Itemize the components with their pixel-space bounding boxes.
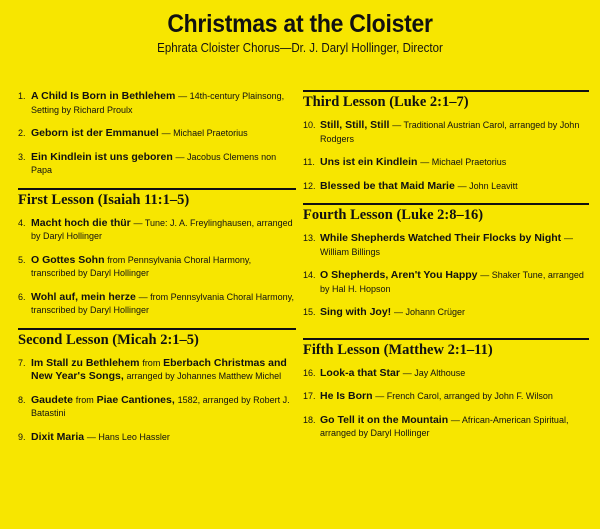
- track-number: 14.: [303, 270, 316, 280]
- track-number: 6.: [18, 291, 26, 302]
- track-connector: from: [75, 394, 94, 405]
- track-title: Ein Kindlein ist uns geboren: [31, 150, 173, 163]
- track-title: Dixit Maria: [31, 430, 85, 443]
- track-12: [303, 180, 589, 194]
- track-credit: — John Leavitt: [457, 180, 518, 191]
- track-number: 17.: [303, 391, 316, 401]
- track-10: [303, 119, 589, 146]
- track-9: [18, 431, 296, 445]
- track-number: 13.: [303, 233, 316, 243]
- track-14: [303, 269, 589, 296]
- track-number: 18.: [303, 414, 316, 425]
- track-number: 11.: [303, 157, 315, 167]
- track-title: Macht hoch die thür: [31, 216, 131, 229]
- track-credit: 1582, arranged by Robert J. Batastini: [31, 394, 290, 418]
- track-credit: — William Billings: [320, 233, 573, 257]
- track-number: 1.: [18, 91, 26, 101]
- lesson-heading-fourth: Fourth Lesson (Luke 2:8–16): [303, 203, 589, 224]
- track-title: Still, Still, Still: [320, 119, 390, 131]
- track-credit: arranged by Johannes Matthew Michel: [126, 371, 282, 381]
- track-credit: — Tune: J. A. Freylinghausen, arranged by Daryl Hollinger: [31, 217, 293, 241]
- header: [0, 10, 600, 55]
- lesson-heading-first: First Lesson (Isaiah 11:1–5): [18, 188, 296, 209]
- track-credit: — Jay Althouse: [402, 367, 466, 378]
- track-credit: — Michael Praetorius: [420, 157, 507, 167]
- track-3: [18, 151, 296, 178]
- left-column: [18, 90, 296, 454]
- track-number: 2.: [18, 128, 26, 138]
- track-number: 3.: [18, 151, 26, 162]
- track-credit: — Traditional Austrian Carol, arranged by John Rodgers: [320, 120, 580, 144]
- lesson-heading-fifth: Fifth Lesson (Matthew 2:1–11): [303, 338, 589, 359]
- album-title: Christmas at the Cloister: [167, 10, 433, 38]
- track-credit: — Jacobus Clemens non Papa: [31, 151, 277, 175]
- track-11: [303, 156, 589, 170]
- track-credit: — from Pennsylvania Choral Harmony, transcribed by Daryl Hollinger: [31, 291, 294, 315]
- track-title: Blessed be that Maid Marie: [320, 179, 455, 192]
- track-number: 10.: [303, 120, 316, 130]
- track-title: O Gottes Sohn: [31, 253, 105, 266]
- track-number: 4.: [18, 217, 26, 228]
- track-18: [303, 414, 589, 441]
- right-column: [303, 90, 589, 451]
- track-credit: from Pennsylvania Choral Harmony,: [107, 254, 252, 265]
- track-number: 7.: [18, 357, 26, 368]
- track-7: [18, 357, 296, 384]
- track-credit-line2: transcribed by Daryl Hollinger: [31, 268, 150, 278]
- track-6: [18, 291, 296, 318]
- track-title: Geborn ist der Emmanuel: [31, 127, 159, 139]
- track-title: Wohl auf, mein herze: [31, 290, 136, 303]
- track-credit: — French Carol, arranged by John F. Wilson: [375, 391, 553, 401]
- track-4: [18, 217, 296, 244]
- track-17: [303, 390, 589, 404]
- track-title: A Child Is Born in Bethlehem: [31, 90, 176, 102]
- track-title: He Is Born: [320, 390, 373, 402]
- track-number: 12.: [303, 180, 316, 191]
- track-title: Go Tell it on the Mountain: [320, 413, 449, 426]
- track-15: [303, 306, 589, 320]
- track-number: 5.: [18, 254, 26, 265]
- track-16: [303, 367, 589, 381]
- track-credit: — Johann Crüger: [393, 307, 465, 317]
- track-13: [303, 232, 589, 259]
- track-credit: — Hans Leo Hassler: [86, 431, 170, 442]
- track-number: 9.: [18, 431, 26, 442]
- lesson-heading-second: Second Lesson (Micah 2:1–5): [18, 328, 296, 349]
- track-credit: — Shaker Tune, arranged by Hal H. Hopson: [320, 270, 584, 294]
- track-title: Gaudete: [31, 393, 74, 406]
- track-title: O Shepherds, Aren't You Happy: [320, 269, 478, 281]
- track-title: Uns ist ein Kindlein: [320, 156, 418, 168]
- lesson-heading-third: Third Lesson (Luke 2:1–7): [303, 90, 589, 111]
- track-2: [18, 127, 296, 141]
- track-title: Sing with Joy!: [320, 306, 392, 318]
- track-credit: — 14th-century Plainsong, Setting by Richard Proulx: [31, 91, 285, 115]
- track-credit: — Michael Praetorius: [161, 128, 248, 138]
- track-number: 8.: [18, 394, 26, 405]
- track-credit: — African-American Spiritual, arranged by Daryl Hollinger: [320, 414, 569, 438]
- track-title: Im Stall zu Bethlehem: [31, 356, 140, 369]
- track-8: [18, 394, 296, 421]
- track-number: 16.: [303, 367, 316, 378]
- track-source: Piae Cantiones,: [96, 393, 175, 406]
- track-connector: from: [142, 357, 161, 368]
- track-title: Look-a that Star: [320, 366, 400, 379]
- album-subtitle: Ephrata Cloister Chorus—Dr. J. Daryl Hollinger, Director: [157, 41, 443, 55]
- track-source: Eberbach Christmas and New Year's Songs,: [31, 356, 287, 382]
- track-5: [18, 254, 296, 281]
- track-1: [18, 90, 296, 117]
- track-number: 15.: [303, 307, 316, 317]
- track-title: While Shepherds Watched Their Flocks by Night: [320, 232, 562, 244]
